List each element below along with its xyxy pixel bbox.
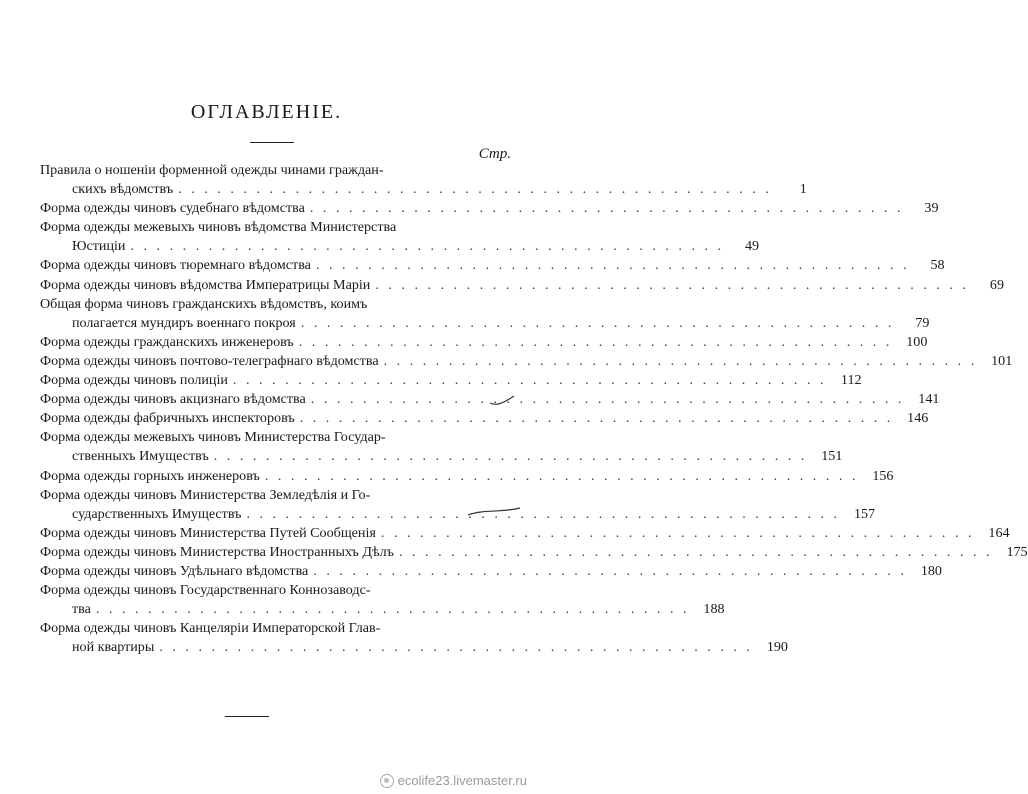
toc-entry-text: Форма одежды чиновъ Государственнаго Коннозаводс- bbox=[40, 582, 371, 599]
toc-entry bbox=[40, 276, 1004, 295]
dot-leader: . . . . . . . . . . . . . . . . . . . . . . . . . . . . . . . . . . . . . . . . . . . . . . bbox=[309, 200, 904, 217]
toc-page-number: 180 bbox=[920, 562, 942, 579]
handwritten-tick-mark bbox=[488, 394, 516, 408]
toc-page-number: 188 bbox=[703, 601, 725, 618]
toc-entry-text: Форма одежды гражданскихъ инженеровъ bbox=[40, 333, 294, 350]
toc-line bbox=[40, 295, 516, 314]
dot-leader: . . . . . . . . . . . . . . . . . . . . . . . . . . . . . . . . . . . . . . . . . . . . . . bbox=[178, 181, 772, 198]
toc-entry bbox=[40, 333, 928, 352]
dot-leader: . . . . . . . . . . . . . . . . . . . . . . . . . . . . . . . . . . . . . . . . . . . . . . bbox=[264, 467, 859, 484]
toc-entry bbox=[40, 619, 788, 657]
toc-line bbox=[40, 218, 516, 237]
toc-line bbox=[40, 447, 843, 466]
toc-line bbox=[40, 333, 928, 352]
toc-page-number: 112 bbox=[840, 372, 862, 389]
toc-page-number: 164 bbox=[988, 524, 1010, 541]
toc-line bbox=[40, 505, 876, 524]
dot-leader: . . . . . . . . . . . . . . . . . . . . . . . . . . . . . . . . . . . . . . . . . . . . . . bbox=[383, 352, 978, 369]
toc-entry bbox=[40, 256, 945, 275]
handwritten-underline-mark bbox=[466, 505, 522, 519]
toc-line bbox=[40, 619, 516, 638]
toc-entry bbox=[40, 409, 929, 428]
toc-page-number: 157 bbox=[853, 505, 876, 522]
toc-entry-text: полагается мундиръ военнаго покроя bbox=[72, 314, 296, 331]
toc-line bbox=[40, 638, 788, 657]
dot-leader: . . . . . . . . . . . . . . . . . . . . . . . . . . . . . . . . . . . . . . . . . . . . . . bbox=[310, 391, 905, 408]
toc-line bbox=[40, 600, 725, 619]
toc-entry bbox=[40, 524, 1010, 543]
toc-page-number: 101 bbox=[991, 352, 1013, 369]
end-divider bbox=[225, 716, 269, 717]
toc-entry-text: Форма одежды чиновъ судебнаго вѣдомства bbox=[40, 200, 305, 217]
toc-page-number: 79 bbox=[915, 314, 930, 331]
toc-entry-text: Форма одежды горныхъ инженеровъ bbox=[40, 467, 260, 484]
dot-leader: . . . . . . . . . . . . . . . . . . . . . . . . . . . . . . . . . . . . . . . . . . . . . . bbox=[380, 524, 975, 541]
dot-leader: . . . . . . . . . . . . . . . . . . . . . . . . . . . . . . . . . . . . . . . . . . . . . . bbox=[300, 314, 895, 331]
toc-entry bbox=[40, 390, 940, 409]
dot-leader: . . . . . . . . . . . . . . . . . . . . . . . . . . . . . . . . . . . . . . . . . . . . . . bbox=[298, 333, 893, 350]
dot-leader: . . . . . . . . . . . . . . . . . . . . . . . . . . . . . . . . . . . . . . . . . . . . . . bbox=[213, 448, 808, 465]
watermark-logo-icon bbox=[380, 774, 394, 788]
toc-line bbox=[40, 371, 862, 390]
toc-line bbox=[40, 562, 942, 581]
toc-entry bbox=[40, 428, 843, 466]
toc-entry-text: Правила о ношеніи форменной одежды чинами граждан- bbox=[40, 162, 384, 178]
toc-entry-text: Форма одежды чиновъ Министерства Иностранныхъ Дѣлъ bbox=[40, 543, 394, 560]
toc-entry-text: сударственныхъ Имуществъ bbox=[72, 505, 242, 522]
toc-line bbox=[40, 486, 516, 505]
toc-entry bbox=[40, 562, 942, 581]
toc-page-number: 190 bbox=[766, 639, 788, 656]
toc-entry-text: Форма одежды чиновъ Министерства Земледѣлія и Го- bbox=[40, 486, 371, 503]
toc-entry bbox=[40, 371, 862, 390]
toc-entry-text: Общая форма чиновъ гражданскихъ вѣдомствъ, коимъ bbox=[40, 295, 368, 312]
toc-entry-text: Форма одежды чиновъ полиціи bbox=[40, 372, 228, 389]
toc-entry bbox=[40, 543, 1028, 562]
toc-page-number: 156 bbox=[872, 467, 894, 484]
dot-leader: . . . . . . . . . . . . . . . . . . . . . . . . . . . . . . . . . . . . . . . . . . . . . . bbox=[398, 543, 993, 560]
watermark bbox=[380, 773, 527, 788]
toc-entry-text: Форма одежды чиновъ вѣдомства Императрицы Маріи bbox=[40, 276, 371, 293]
title-divider bbox=[250, 142, 294, 143]
toc-entry-text: тва bbox=[72, 601, 91, 618]
toc-page-number: 141 bbox=[918, 391, 940, 408]
toc-page-number: 146 bbox=[907, 410, 929, 427]
toc-entry-text: Форма одежды межевыхъ чиновъ Министерства Государ- bbox=[40, 429, 386, 446]
toc-page-number: 151 bbox=[821, 448, 843, 465]
toc-entry-text: Форма одежды чиновъ Удѣльнаго вѣдомства bbox=[40, 562, 309, 579]
dot-leader: . . . . . . . . . . . . . . . . . . . . . . . . . . . . . . . . . . . . . . . . . . . . . . bbox=[232, 372, 827, 389]
toc-entry bbox=[40, 295, 930, 333]
toc-line bbox=[40, 409, 929, 428]
toc-entry-text: Форма одежды чиновъ акцизнаго вѣдомства bbox=[40, 391, 306, 408]
toc-entry-text: Форма одежды межевыхъ чиновъ вѣдомства Министерства bbox=[40, 219, 397, 236]
toc-entry-text: Форма одежды чиновъ почтово-телеграфнаго вѣдомства bbox=[40, 352, 379, 369]
toc-page-number: 1 bbox=[799, 181, 807, 198]
toc-line bbox=[40, 256, 945, 275]
page-column-header: Стр. bbox=[478, 146, 511, 162]
toc-line bbox=[40, 237, 760, 256]
toc-line bbox=[40, 276, 1004, 295]
toc-line bbox=[40, 314, 930, 333]
toc-entry-text: ной квартиры bbox=[72, 639, 155, 656]
dot-leader: . . . . . . . . . . . . . . . . . . . . . . . . . . . . . . . . . . . . . . . . . . . . . . bbox=[130, 238, 725, 255]
toc-line bbox=[40, 199, 939, 218]
toc-entry-text: скихъ вѣдомствъ bbox=[72, 181, 174, 198]
toc-entry-text: Форма одежды фабричныхъ инспекторовъ bbox=[40, 410, 295, 427]
dot-leader: . . . . . . . . . . . . . . . . . . . . . . . . . . . . . . . . . . . . . . . . . . . . . . bbox=[159, 639, 753, 656]
toc-page-number: 58 bbox=[930, 257, 945, 274]
toc-entry bbox=[40, 581, 725, 619]
dot-leader: . . . . . . . . . . . . . . . . . . . . . . . . . . . . . . . . . . . . . . . . . . . . . . bbox=[246, 505, 841, 522]
toc-line bbox=[40, 180, 807, 199]
toc-entry-text: Форма одежды чиновъ тюремнаго вѣдомства bbox=[40, 257, 311, 274]
dot-leader: . . . . . . . . . . . . . . . . . . . . . . . . . . . . . . . . . . . . . . . . . . . . . . bbox=[375, 276, 969, 293]
toc-entry bbox=[40, 218, 760, 256]
toc-page-number: 100 bbox=[906, 333, 928, 350]
page-title: ОГЛАВЛЕНІЕ. bbox=[190, 101, 343, 123]
toc-page-number: 69 bbox=[989, 276, 1004, 293]
toc-page-number: 39 bbox=[924, 200, 939, 217]
toc-line bbox=[40, 428, 516, 447]
toc-line bbox=[40, 161, 516, 180]
toc-entry bbox=[40, 199, 939, 218]
toc-page-number: 175 bbox=[1006, 543, 1028, 560]
toc-entry bbox=[40, 486, 876, 524]
watermark-text: ecolife23.livemaster.ru bbox=[397, 773, 527, 788]
toc-line bbox=[40, 524, 1010, 543]
dot-leader: . . . . . . . . . . . . . . . . . . . . . . . . . . . . . . . . . . . . . . . . . . . . . . bbox=[313, 562, 907, 579]
toc-entry-text: Форма одежды чиновъ Министерства Путей Сообщенія bbox=[40, 524, 376, 541]
toc-line bbox=[40, 390, 940, 409]
toc-line bbox=[40, 543, 1028, 562]
dot-leader: . . . . . . . . . . . . . . . . . . . . . . . . . . . . . . . . . . . . . . . . . . . . . . bbox=[299, 410, 894, 427]
toc-entry-text: Юстиціи bbox=[72, 238, 126, 255]
toc-entry-text: Форма одежды чиновъ Канцеляріи Императорской Глав- bbox=[40, 620, 381, 637]
toc-entry-text: ственныхъ Имуществъ bbox=[72, 448, 209, 465]
dot-leader: . . . . . . . . . . . . . . . . . . . . . . . . . . . . . . . . . . . . . . . . . . . . . . bbox=[315, 257, 910, 274]
toc-line bbox=[40, 467, 894, 486]
dot-leader: . . . . . . . . . . . . . . . . . . . . . . . . . . . . . . . . . . . . . . . . . . . . . . bbox=[95, 601, 690, 618]
toc-entry bbox=[40, 467, 894, 486]
toc-entry bbox=[40, 352, 1013, 371]
toc-entry bbox=[40, 161, 807, 199]
table-of-contents bbox=[40, 161, 1028, 657]
toc-line bbox=[40, 581, 516, 600]
toc-page-number: 49 bbox=[745, 238, 760, 255]
toc-line bbox=[40, 352, 1013, 371]
